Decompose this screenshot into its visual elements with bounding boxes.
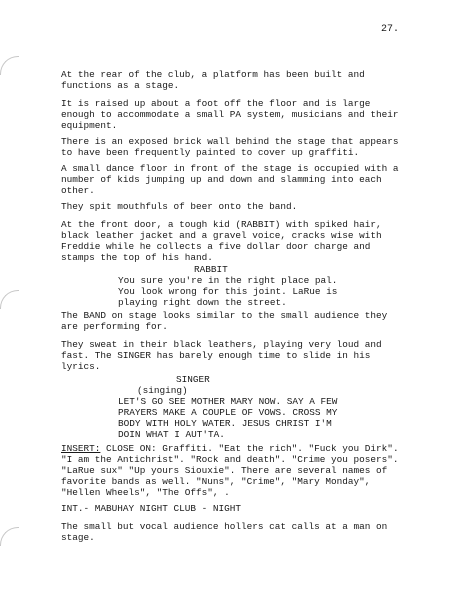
action-paragraph: The BAND on stage looks similar to the small audience they are performing for. <box>61 310 388 332</box>
parenthetical: (singing) <box>137 385 188 396</box>
character-name: RABBIT <box>194 264 228 275</box>
dialogue: You sure you're in the right place pal. You look wrong for this joint. LaRue is playing right down the street. <box>118 275 338 308</box>
binder-hole-mark <box>0 290 19 309</box>
action-paragraph: At the front door, a tough kid (RABBIT) with spiked hair, black leather jacket and a gravel voice, cracks wise with Freddie while he collects a five dollar door charge and stamps the top of his hand. <box>61 219 382 263</box>
action-paragraph: At the rear of the club, a platform has been built and functions as a stage. <box>61 69 365 91</box>
action-paragraph: There is an exposed brick wall behind the stage that appears to have been frequently painted to cover up graffiti. <box>61 136 399 158</box>
action-paragraph: The small but vocal audience hollers cat calls at a man on stage. <box>61 521 388 543</box>
action-paragraph: A small dance floor in front of the stage is occupied with a number of kids jumping up and down and slamming into each other. <box>61 163 399 196</box>
insert-text: CLOSE ON: Graffiti. "Eat the rich". "Fuck you Dirk". "I am the Antichrist". "Rock and death". "Crime you posers". "LaRue sux" "Up yours Siouxie". There are several names of favorite bands as well. "Nuns", "Crime", "Mary Monday", "Hellen Wheels", "The Offs", . <box>61 443 399 498</box>
insert-paragraph <box>61 443 406 498</box>
action-paragraph: They spit mouthfuls of beer onto the band. <box>61 201 298 212</box>
scene-heading: INT.- MABUHAY NIGHT CLUB - NIGHT <box>61 503 242 514</box>
binder-hole-mark <box>0 56 19 75</box>
page-number: 27. <box>381 24 400 35</box>
dialogue: LET'S GO SEE MOTHER MARY NOW. SAY A FEW PRAYERS MAKE A COUPLE OF VOWS. CROSS MY BODY WITH HOLY WATER. JESUS CHRIST I'M DOIN WHAT I AUT'TA. <box>118 396 338 440</box>
action-paragraph: It is raised up about a foot off the floor and is large enough to accommodate a small PA system, musicians and their equipment. <box>61 98 399 131</box>
insert-label: INSERT: <box>61 443 101 454</box>
action-paragraph: They sweat in their black leathers, playing very loud and fast. The SINGER has barely enough time to slide in his lyrics. <box>61 339 382 372</box>
binder-hole-mark <box>0 527 19 546</box>
character-name: SINGER <box>176 374 210 385</box>
